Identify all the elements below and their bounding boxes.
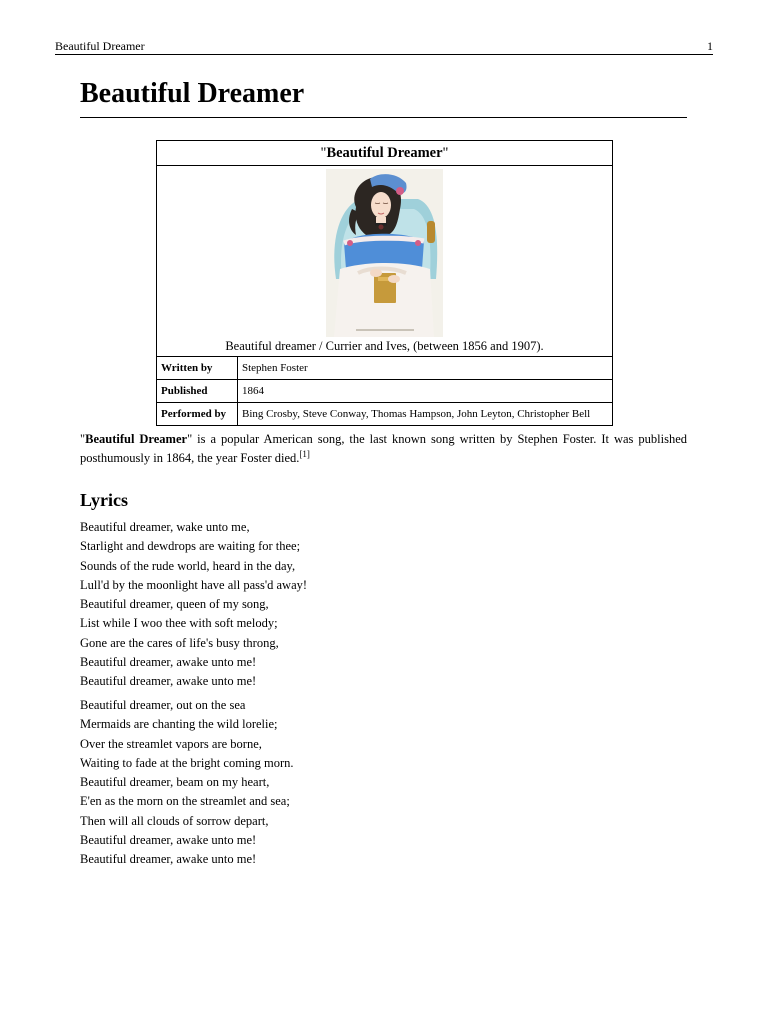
infobox-row-value: 1864 <box>238 380 613 403</box>
infobox-row <box>157 403 613 426</box>
lyrics-verse-2 <box>80 696 294 870</box>
infobox-heading-title: Beautiful Dreamer <box>326 144 443 161</box>
infobox-row <box>157 357 613 380</box>
lyric-line: Gone are the cares of life's busy throng, <box>80 635 279 650</box>
lyric-line: Beautiful dreamer, out on the sea <box>80 698 246 712</box>
lyric-line: Beautiful dreamer, awake unto me! <box>80 833 257 848</box>
lyric-line: E'en as the morn on the streamlet and sea; <box>80 794 290 809</box>
lyric-line: Beautiful dreamer, awake unto me! <box>80 655 257 670</box>
infobox-row-value[interactable]: Stephen Foster <box>238 357 613 380</box>
intro-paragraph <box>80 430 687 468</box>
song-infobox <box>156 140 613 426</box>
running-header <box>55 38 713 55</box>
intro-text: " is a popular American song, the last known song written by Stephen Foster. It was published posthumously in 1864, the year Foster died. <box>80 432 687 465</box>
lyric-line: Sounds of the rude world, heard in the day, <box>80 558 296 573</box>
infobox-row-label: Written by <box>157 357 238 380</box>
infobox-row-label: Published <box>157 380 238 403</box>
intro-quote-open: " <box>80 432 86 446</box>
infobox-heading-quote-close: " <box>442 144 449 161</box>
infobox-heading-quote-open: " <box>320 144 327 161</box>
page-number: 1 <box>707 39 713 53</box>
lyric-line: Over the streamlet vapors are borne, <box>80 736 262 751</box>
lyric-line: Beautiful dreamer, awake unto me! <box>80 674 257 689</box>
sleeping-woman-illustration <box>326 169 443 337</box>
infobox-heading <box>157 141 613 166</box>
painting-image[interactable] <box>157 169 612 337</box>
lyric-line: Beautiful dreamer, wake unto me, <box>80 520 250 534</box>
lyric-line: Waiting to fade at the bright coming morn. <box>80 755 294 770</box>
infobox-row-value[interactable]: Bing Crosby, Steve Conway, Thomas Hampson, John Leyton, Christopher Bell <box>238 403 613 426</box>
page-title: Beautiful Dreamer <box>80 76 687 118</box>
lyrics-heading: Lyrics <box>80 490 128 510</box>
infobox-row-label: Performed by <box>157 403 238 426</box>
lyric-line: Starlight and dewdrops are waiting for thee; <box>80 539 301 554</box>
lyric-line: Lull'd by the moonlight have all pass'd away! <box>80 577 308 592</box>
intro-bold-title: Beautiful Dreamer <box>85 432 188 446</box>
running-header-title: Beautiful Dreamer <box>55 39 145 53</box>
lyric-line: Mermaids are chanting the wild lorelie; <box>80 717 278 732</box>
infobox-row <box>157 380 613 403</box>
lyric-line: Then will all clouds of sorrow depart, <box>80 813 269 828</box>
citation-link[interactable]: [1] <box>299 448 310 459</box>
lyric-line: Beautiful dreamer, awake unto me! <box>80 852 257 867</box>
infobox-image-caption: Beautiful dreamer / Currier and Ives, (between 1856 and 1907). <box>225 339 544 353</box>
lyric-line: Beautiful dreamer, queen of my song, <box>80 597 269 612</box>
lyric-line: List while I woo thee with soft melody; <box>80 616 278 631</box>
infobox-image-cell <box>157 166 613 357</box>
lyric-line: Beautiful dreamer, beam on my heart, <box>80 775 270 790</box>
lyrics-verse-1 <box>80 518 307 692</box>
